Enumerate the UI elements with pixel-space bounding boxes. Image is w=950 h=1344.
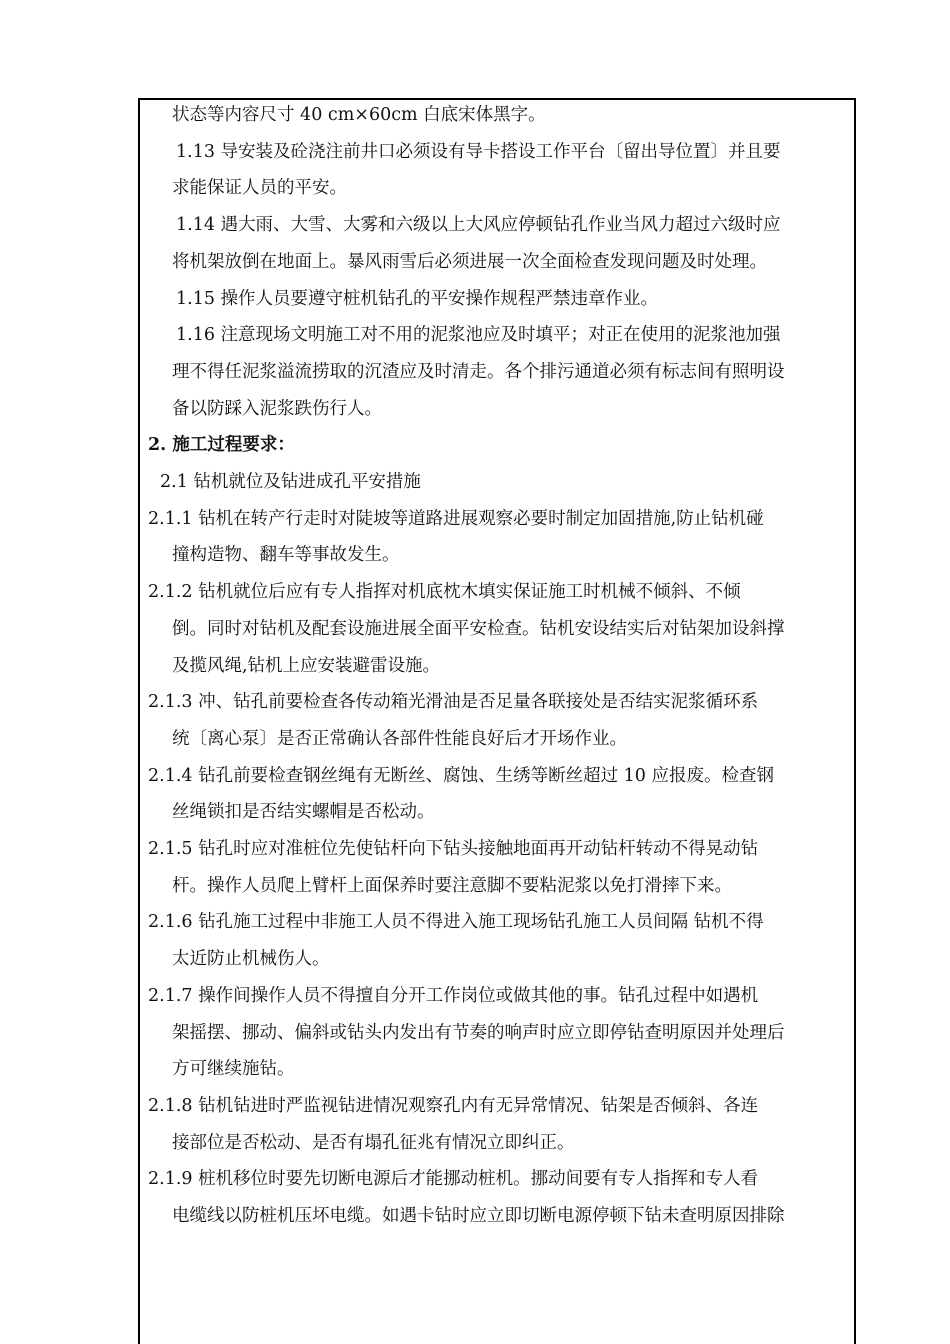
text-line: 接部位是否松动、是否有塌孔征兆有情况立即纠正。 (172, 1133, 575, 1153)
text-line: 2.1.4 钻孔前要检查钢丝绳有无断丝、腐蚀、生绣等断丝超过 10 应报废。检查钢 (148, 766, 774, 786)
text-line: 2.1.5 钻孔时应对准桩位先使钻杆向下钻头接触地面再开动钻杆转动不得晃动钻 (148, 839, 759, 859)
text-line: 2.1.8 钻机钻进时严监视钻进情况观察孔内有无异常情况、钻架是否倾斜、各连 (148, 1096, 759, 1116)
text-line: 1.15 操作人员要遵守桩机钻孔的平安操作规程严禁违章作业。 (176, 289, 659, 309)
text-line: 太近防止机械伤人。 (172, 949, 330, 969)
text-line: 2.1.9 桩机移位时要先切断电源后才能挪动桩机。挪动间要有专人指挥和专人看 (148, 1169, 759, 1189)
text-line: 2.1.3 冲、钻孔前要检查各传动箱光滑油是否足量各联接处是否结实泥浆循环系 (148, 692, 759, 712)
text-line: 1.14 遇大雨、大雪、大雾和六级以上大风应停顿钻孔作业当风力超过六级时应 (176, 215, 781, 235)
text-line: 方可继续施钻。 (172, 1059, 295, 1079)
document-table-frame (138, 98, 856, 1344)
text-line: 及揽风绳,钻机上应安装避雷设施。 (172, 656, 441, 676)
text-line: 统〔离心泵〕是否正常确认各部件性能良好后才开场作业。 (172, 729, 627, 749)
text-line: 电缆线以防桩机压坏电缆。如遇卡钻时应立即切断电源停顿下钻未查明原因排除 (172, 1206, 785, 1226)
text-line: 备以防踩入泥浆跌伤行人。 (172, 399, 382, 419)
subsection-heading: 2.1 钻机就位及钻进成孔平安措施 (160, 472, 421, 492)
text-line: 丝绳锁扣是否结实螺帽是否松动。 (172, 802, 435, 822)
text-line: 理不得任泥浆溢流捞取的沉渣应及时清走。各个排污通道必须有标志间有照明设 (172, 362, 785, 382)
text-line: 撞构造物、翻车等事故发生。 (172, 545, 400, 565)
text-line: 求能保证人员的平安。 (172, 178, 347, 198)
text-line: 杆。操作人员爬上臂杆上面保养时要注意脚不要粘泥浆以免打滑摔下来。 (172, 876, 732, 896)
text-line: 倒。同时对钻机及配套设施进展全面平安检查。钻机安设结实后对钻架加设斜撑 (172, 619, 785, 639)
text-line: 2.1.2 钻机就位后应有专人指挥对机底枕木填实保证施工时机械不倾斜、不倾 (148, 582, 741, 602)
text-line: 将机架放倒在地面上。暴风雨雪后必须进展一次全面检查发现问题及时处理。 (172, 252, 767, 272)
text-line: 架摇摆、挪动、偏斜或钻头内发出有节奏的响声时应立即停钻查明原因并处理后 (172, 1023, 785, 1043)
text-line: 2.1.7 操作间操作人员不得擅自分开工作岗位或做其他的事。钻孔过程中如遇机 (148, 986, 759, 1006)
text-line: 2.1.6 钻孔施工过程中非施工人员不得进入施工现场钻孔施工人员间隔 钻机不得 (148, 912, 764, 932)
text-line: 1.13 导安装及砼浇注前井口必须设有导卡搭设工作平台〔留出导位置〕并且要 (176, 142, 781, 162)
text-line: 1.16 注意现场文明施工对不用的泥浆池应及时填平；对正在使用的泥浆池加强 (176, 325, 781, 345)
text-line: 2.1.1 钻机在转产行走时对陡坡等道路进展观察必要时制定加固措施,防止钻机碰 (148, 509, 764, 529)
text-line: 状态等内容尺寸 40 cm×60cm 白底宋体黑字。 (172, 105, 546, 125)
section-heading: 2. 施工过程要求： (148, 435, 295, 455)
